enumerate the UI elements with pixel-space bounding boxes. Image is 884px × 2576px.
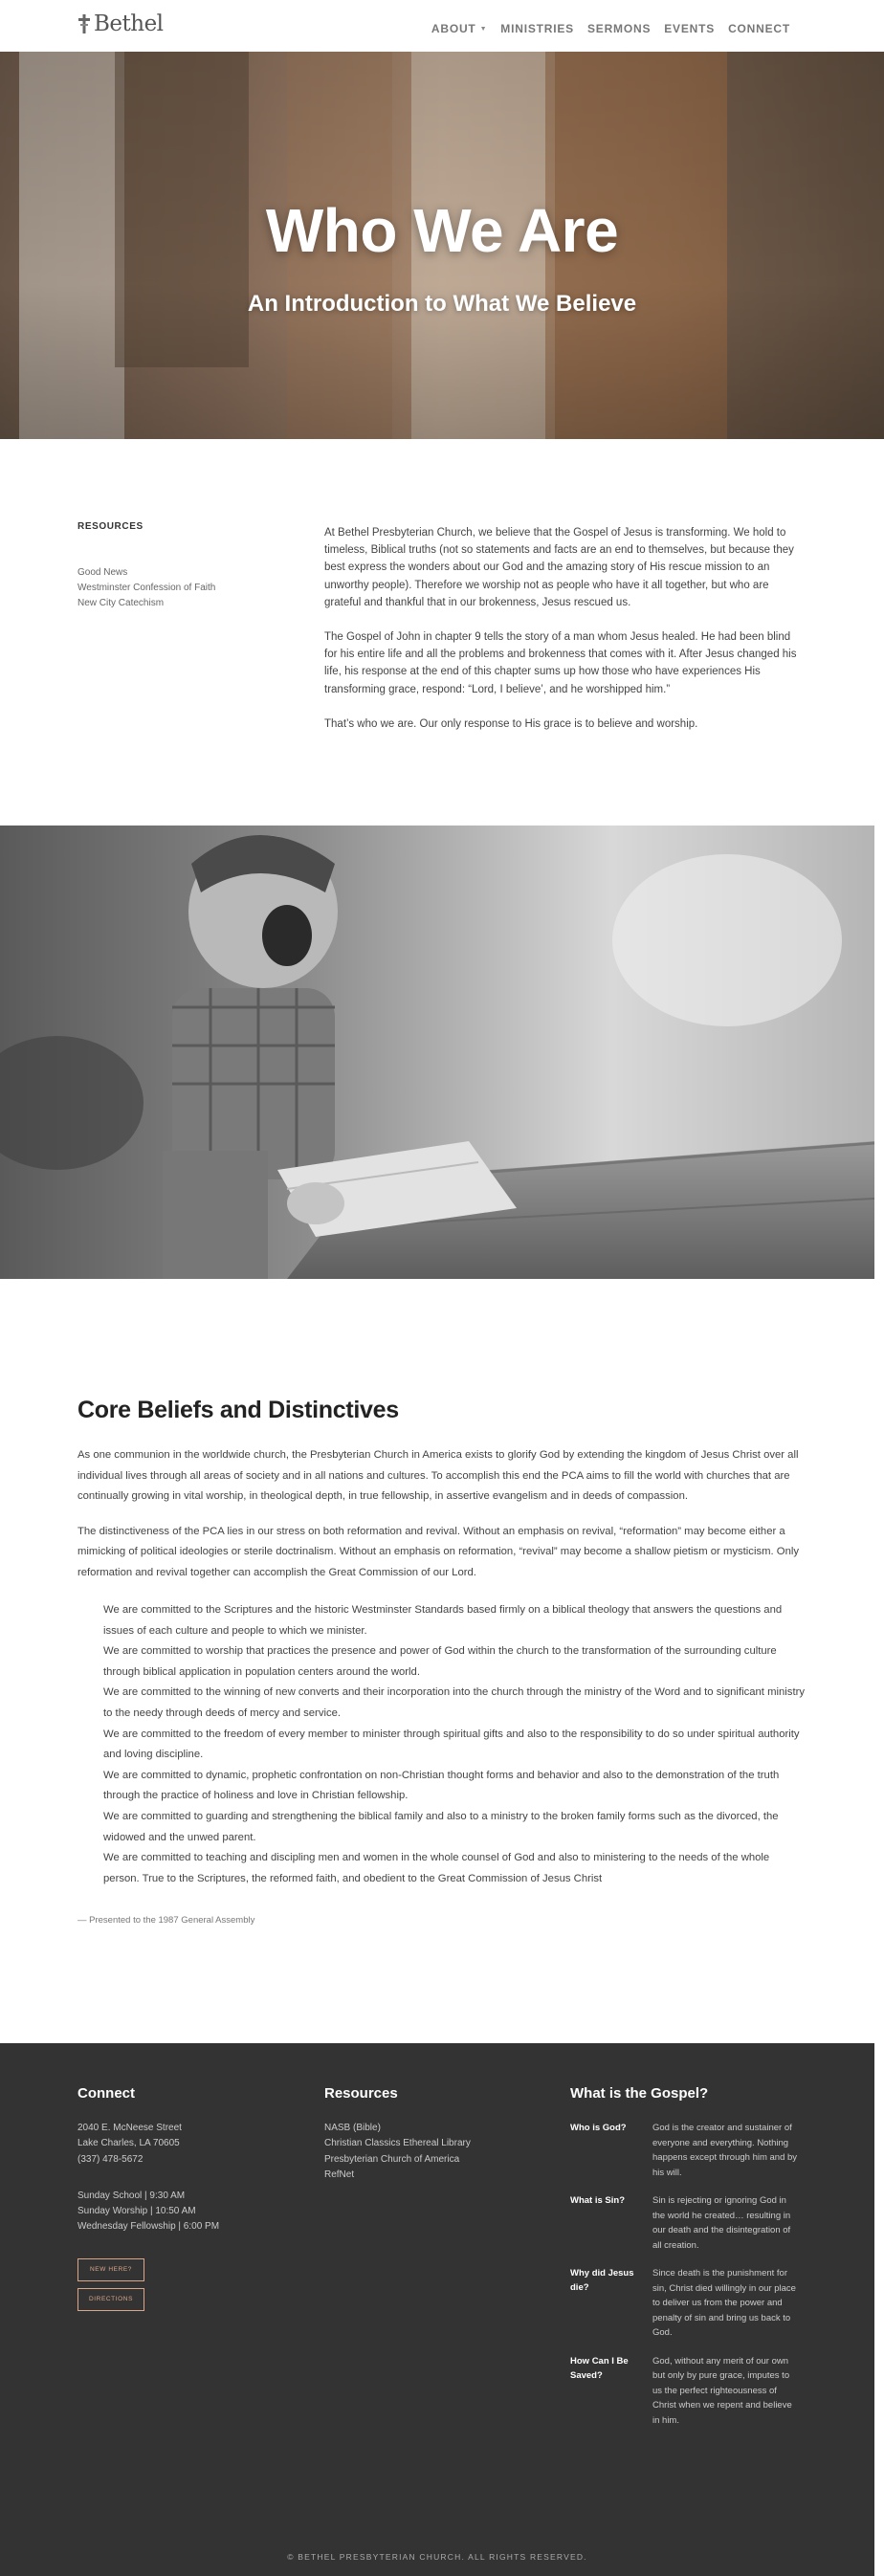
footer-link-nasb[interactable]: NASB (Bible) <box>324 2123 381 2133</box>
site-footer <box>0 2043 874 2576</box>
gospel-item <box>570 2121 809 2180</box>
gospel-item <box>570 2266 809 2341</box>
gospel-answer: Since death is the punishment for sin, Christ died willingly in our place to deliver us from the power and penalty of sin and bring us back to God. <box>652 2268 796 2338</box>
intro-paragraph: At Bethel Presbyterian Church, we believe that the Gospel of Jesus is transforming. We hold to timeless, Biblical truths (not so statements and facts are an end to themselves, but because they best express the wonders about our God and the amazing story of His rescue mission to an unworthy people). Therefore we worship not as people who have it all together, but who are grateful and thankful that in our brokenness, Jesus rescued us. <box>324 527 794 608</box>
citation: — Presented to the 1987 General Assembly <box>77 1915 255 1926</box>
nav-connect[interactable] <box>728 22 790 35</box>
resources-heading: RESOURCES <box>77 521 144 532</box>
schedule-line: Sunday School | 9:30 AM <box>77 2190 186 2201</box>
schedule-line: Wednesday Fellowship | 6:00 PM <box>77 2221 220 2233</box>
phone-number[interactable]: (337) 478-5672 <box>77 2153 144 2165</box>
commitment-item: We are committed to the winning of new converts and their incorporation into the church through the ministry of the Word and to significant ministry to the needy through deeds of mercy and service. <box>103 1686 805 1719</box>
gospel-item <box>570 2193 809 2253</box>
commitment-item: We are committed to the freedom of every member to minister through spiritual gifts and also to the responsibility to do so under spiritual authority and loving discipline. <box>103 1728 800 1761</box>
gospel-question: How Can I Be Saved? <box>570 2355 629 2381</box>
resource-link-westminster[interactable]: Westminster Confession of Faith <box>77 583 216 593</box>
gospel-question: Why did Jesus die? <box>570 2268 634 2293</box>
resources-sidebar <box>77 521 298 611</box>
nav-sermons[interactable] <box>587 22 651 35</box>
chevron-down-icon: ▼ <box>479 25 488 33</box>
footer-gospel-heading: What is the Gospel? <box>570 2085 709 2102</box>
new-here-button[interactable]: NEW HERE? <box>77 2258 144 2281</box>
main-nav <box>431 22 790 35</box>
footer-connect <box>77 2085 298 2318</box>
gospel-question: What is Sin? <box>570 2195 625 2206</box>
gospel-question: Who is God? <box>570 2123 627 2133</box>
resource-link-good-news[interactable]: Good News <box>77 567 128 578</box>
nav-about[interactable] <box>431 22 487 35</box>
logo-text: Bethel <box>94 11 164 36</box>
footer-link-pca[interactable]: Presbyterian Church of America <box>324 2153 460 2165</box>
footer-link-ccel[interactable]: Christian Classics Ethereal Library <box>324 2138 471 2149</box>
core-paragraph: As one communion in the worldwide church, the Presbyterian Church in America exists to glorify God by extending the kingdom of Jesus Christ over all individual lives through all areas of society and in all nations and cultures. To accomplish this end the PCA aims to fill the world with churches that are continually growing in vital worship, in theological depth, in true fellowship, in assertive evangelism and in deeds of compassion. <box>77 1449 799 1502</box>
footer-connect-heading: Connect <box>77 2085 135 2102</box>
hero-title: Who We Are <box>265 196 619 265</box>
logo[interactable] <box>77 11 164 36</box>
hero-subtitle: An Introduction to What We Believe <box>247 291 637 317</box>
nav-ministries[interactable] <box>500 22 574 35</box>
schedule-line: Sunday Worship | 10:50 AM <box>77 2206 196 2217</box>
commitment-item: We are committed to dynamic, prophetic confrontation on non-Christian thought forms and behavior and also to the demonstration of the truth through the practice of holiness and love in Christian fellowship. <box>103 1769 780 1802</box>
core-beliefs-section <box>77 1397 805 1926</box>
intro-paragraph: The Gospel of John in chapter 9 tells the story of a man whom Jesus healed. He had been blind for his entire life and all the problems and brokenness that comes with it. After Jesus changed his life, his response at the end of this chapter sums up how those who have experiences His transforming grace, respond: “Lord, I believe’, and he worshipped him.” <box>324 631 797 695</box>
resource-link-catechism[interactable]: New City Catechism <box>77 598 165 608</box>
intro-paragraph: That’s who we are. Our only response to His grace is to believe and worship. <box>324 717 698 730</box>
gospel-item <box>570 2354 809 2429</box>
nav-about-label: ABOUT <box>431 22 476 35</box>
footer-resources <box>324 2085 544 2183</box>
gospel-answer: God, without any merit of our own but only by pure grace, imputes to us the perfect righteousness of Christ when we repent and believe in him. <box>652 2355 792 2426</box>
address-line: Lake Charles, LA 70605 <box>77 2138 180 2149</box>
nav-ministries-label: MINISTRIES <box>500 22 574 35</box>
commitment-item: We are committed to teaching and discipling men and women in the whole counsel of God and also to ministering to the needs of the whole person. True to the Scriptures, the reformed faith, and obedient to the Great Commission of Jesus Christ <box>103 1852 770 1884</box>
directions-button[interactable]: DIRECTIONS <box>77 2288 144 2311</box>
nav-events[interactable] <box>664 22 715 35</box>
nav-connect-label: CONNECT <box>728 22 790 35</box>
hero-banner <box>0 52 884 439</box>
logo-emblem-icon <box>77 13 91 34</box>
copyright: © BETHEL PRESBYTERIAN CHURCH. ALL RIGHTS RESERVED. <box>287 2552 587 2562</box>
gospel-answer: Sin is rejecting or ignoring God in the world he created… resulting in our death and the disintegration of all creation. <box>652 2195 791 2251</box>
footer-resources-heading: Resources <box>324 2085 398 2102</box>
site-header <box>0 0 884 52</box>
footer-link-refnet[interactable]: RefNet <box>324 2169 355 2180</box>
commitment-item: We are committed to guarding and strengthening the biblical family and also to a ministry to the broken family forms such as the divorced, the widowed and the unwed parent. <box>103 1810 779 1843</box>
intro-text <box>324 524 799 750</box>
gospel-answer: God is the creator and sustainer of everyone and everything. Nothing happens except through him and by his will. <box>652 2123 798 2178</box>
commitment-item: We are committed to worship that practices the presence and power of God within the church to the transformation of the surrounding culture through biblical application in population centers around the world. <box>103 1645 777 1678</box>
nav-events-label: EVENTS <box>664 22 716 35</box>
nav-sermons-label: SERMONS <box>586 22 652 35</box>
core-paragraph: The distinctiveness of the PCA lies in our stress on both reformation and revival. Without an emphasis on revival, “reformation” may become either a mimicking of political ideologies or sterile doctrinalism. Without an emphasis on reformation, “revival” may become a shallow pietism or mysticism. Only reformation and revival together can accomplish the Great Commission of our Lord. <box>77 1525 800 1578</box>
address-line: 2040 E. McNeese Street <box>77 2123 182 2133</box>
commitment-item: We are committed to the Scriptures and the historic Westminster Standards based firmly on a biblical theology that answers the questions and issues of each culture and people to which we minister. <box>103 1604 783 1637</box>
commitments-list <box>103 1600 805 1889</box>
child-with-bible-photo <box>0 826 874 1279</box>
photo-image <box>0 826 874 1279</box>
footer-gospel <box>570 2085 809 2441</box>
core-beliefs-heading: Core Beliefs and Distinctives <box>77 1397 399 1423</box>
